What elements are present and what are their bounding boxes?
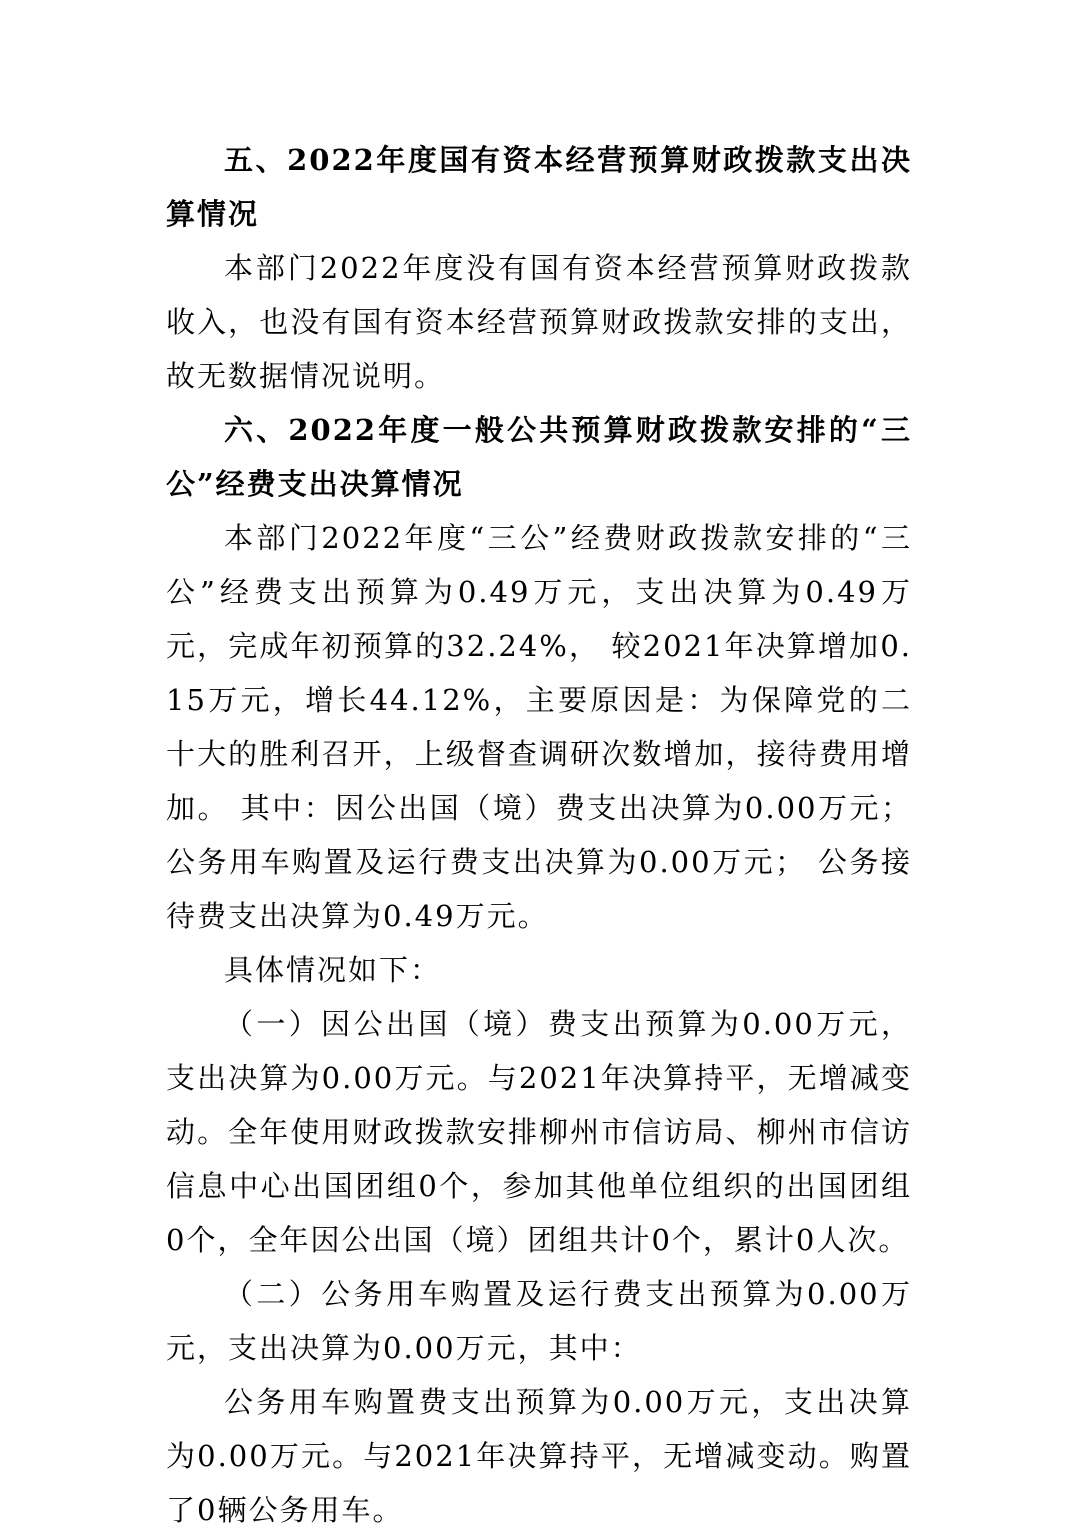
section6-heading: 六、2022年度一般公共预算财政拨款安排的“三公”经费支出决算情况 [166,413,912,501]
section6-paragraph-vehicle-purchase: 公务用车购置费支出预算为0.00万元，支出决算为0.00万元。与2021年决算持平，无增减变动。购置了0辆公务用车。 [166,1385,912,1527]
section6-paragraph-overseas: （一）因公出国（境）费支出预算为0.00万元，支出决算为0.00万元。与2021年决算持平，无增减变动。全年使用财政拨款安排柳州市信访局、柳州市信访信息中心出国团组0个，参加其他单位组织的出国团组0个，全年因公出国（境）团组共计0个，累计0人次。 [166,1007,912,1257]
section5-heading: 五、2022年度国有资本经营预算财政拨款支出决算情况 [166,143,912,231]
section6-paragraph-summary: 本部门2022年度“三公”经费财政拨款安排的“三公”经费支出预算为0.49万元，支出决算为0.49万元，完成年初预算的32.24%， 较2021年决算增加0.15万元，增长44.12%，主要原因是：为保障党的二十大的胜利召开，上级督查调研次数增加，接待费用增加。 其中：因公出国（境）费支出决算为0.00万元；公务用车购置及运行费支出决算为0.00万元； 公务接待费支出决算为0.49万元。 [166,521,912,933]
section6-paragraph-vehicle: （二）公务用车购置及运行费支出预算为0.00万元，支出决算为0.00万元，其中： [166,1277,912,1365]
section6-paragraph-details-intro: 具体情况如下： [224,953,442,987]
section5-paragraph: 本部门2022年度没有国有资本经营预算财政拨款收入，也没有国有资本经营预算财政拨款安排的支出，故无数据情况说明。 [166,251,912,393]
document-page [166,133,912,1537]
